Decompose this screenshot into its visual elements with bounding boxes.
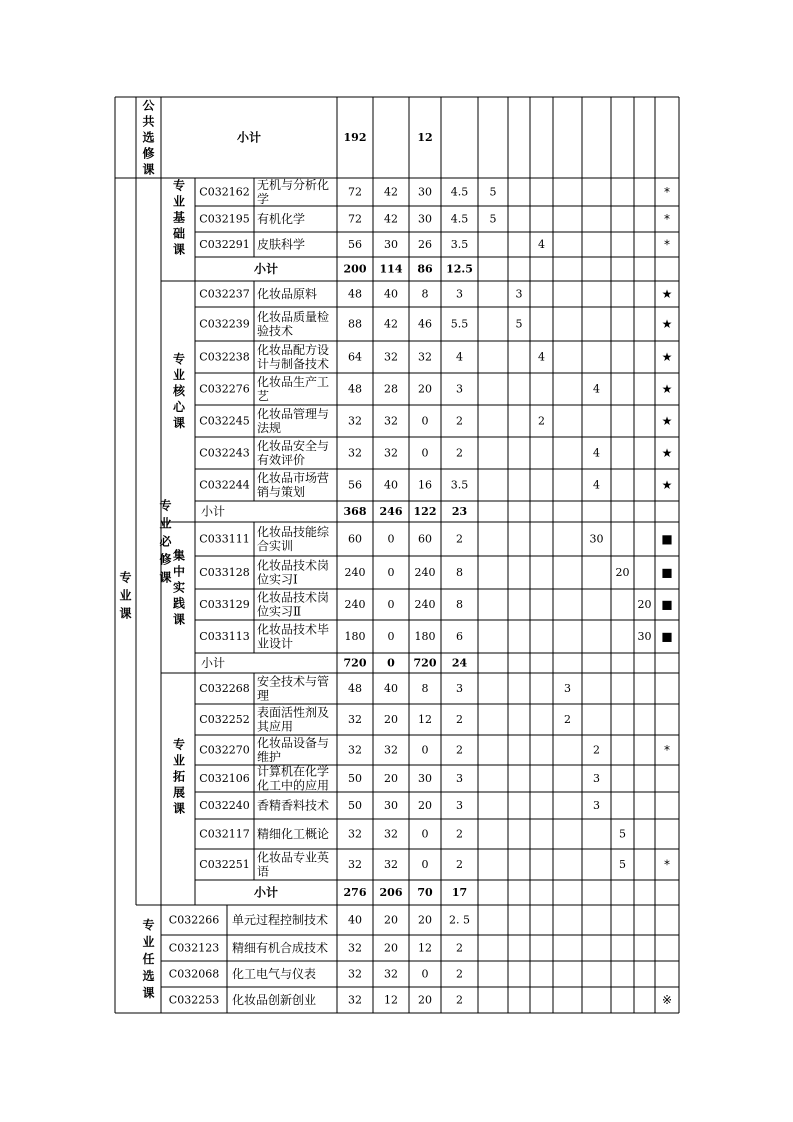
semester-hours: 5 — [489, 185, 497, 199]
semester-hours: 20 — [615, 566, 630, 579]
total-hours: 180 — [344, 630, 366, 643]
total-hours: 32 — [348, 713, 362, 726]
course-code: C032253 — [168, 993, 220, 1007]
group-label: 专 — [172, 737, 186, 752]
practice-hours: 32 — [418, 350, 432, 364]
elective-label: 专 — [142, 918, 155, 932]
credits: 8 — [456, 566, 463, 579]
course-mark: ★ — [661, 350, 673, 364]
subtotal-label: 小计 — [236, 130, 262, 145]
total-hours: 32 — [348, 858, 362, 871]
group-label: 展 — [172, 785, 186, 800]
course-code: C032244 — [199, 478, 250, 492]
theory-hours: 32 — [384, 446, 398, 460]
course-code: C032252 — [199, 713, 250, 726]
public-elective-label: 公 — [142, 98, 155, 113]
course-name: 精细有机合成技术 — [232, 941, 329, 955]
course-mark: * — [664, 857, 670, 872]
course-mark: ★ — [661, 382, 673, 396]
subtotal-label: 小计 — [253, 885, 279, 900]
course-mark: ★ — [661, 317, 673, 331]
course-name: 理 — [257, 688, 270, 703]
public-elective-label: 课 — [142, 162, 155, 177]
credits: 2 — [456, 941, 463, 955]
professional-label: 专 — [119, 570, 132, 585]
credits: 2 — [456, 743, 463, 757]
course-code: C032251 — [199, 858, 250, 871]
credits: 3 — [456, 287, 463, 301]
theory-hours: 12 — [384, 993, 398, 1007]
total-hours: 48 — [348, 682, 362, 695]
course-name: 有效评价 — [257, 453, 306, 467]
total-hours: 48 — [348, 287, 362, 301]
credits: 2 — [456, 993, 463, 1007]
group-label: 拓 — [172, 769, 186, 784]
semester-hours: 5 — [619, 827, 626, 841]
course-code: C032243 — [199, 446, 250, 460]
theory-hours: 20 — [384, 941, 398, 955]
practice-hours: 240 — [414, 598, 436, 611]
required-label: 必 — [159, 534, 172, 549]
total-hours: 32 — [348, 967, 362, 981]
credits: 3.5 — [450, 478, 469, 492]
subtotal-credits: 17 — [451, 886, 468, 899]
subtotal-credits: 24 — [451, 656, 468, 670]
semester-hours: 4 — [593, 478, 600, 492]
practice-hours: 26 — [418, 238, 432, 251]
practice-hours: 0 — [421, 446, 429, 460]
course-mark: ★ — [661, 478, 673, 492]
course-mark: ■ — [661, 532, 673, 546]
subtotal-credits: 12.5 — [446, 262, 473, 276]
professional-label: 业 — [119, 588, 132, 603]
elective-label: 任 — [142, 952, 155, 966]
course-code: C032238 — [199, 350, 250, 364]
course-name: 皮肤科学 — [257, 237, 306, 252]
course-name: 化妆品配方设 — [257, 343, 330, 357]
theory-hours: 42 — [384, 317, 398, 331]
credits: 6 — [456, 630, 463, 643]
practice-hours: 46 — [418, 317, 432, 331]
credits: 3 — [456, 799, 463, 812]
subtotal-practice: 70 — [417, 886, 433, 899]
semester-hours: 2 — [564, 713, 571, 726]
course-name: 化妆品管理与 — [257, 407, 330, 421]
course-name: 语 — [257, 864, 270, 879]
course-name: 化妆品市场营 — [257, 471, 330, 485]
total-hours: 60 — [348, 532, 362, 546]
subtotal-theory: 246 — [379, 505, 403, 518]
theory-hours: 0 — [387, 532, 395, 546]
credits: 2 — [456, 713, 463, 726]
practice-hours: 16 — [418, 478, 432, 492]
credits: 2 — [456, 858, 463, 871]
course-mark: * — [664, 185, 670, 199]
course-name: 精细化工概论 — [257, 827, 330, 841]
semester-hours: 4 — [538, 238, 545, 251]
semester-hours: 2 — [593, 743, 600, 757]
group-label: 课 — [172, 801, 186, 816]
semester-hours: 3 — [564, 682, 571, 695]
course-name: 化妆品设备与 — [257, 736, 330, 750]
course-name: 艺 — [257, 389, 270, 403]
course-name: 表面活性剂及 — [257, 705, 330, 720]
practice-hours: 240 — [414, 566, 436, 579]
subtotal-credits: 23 — [451, 505, 468, 518]
total-hours: 240 — [344, 598, 366, 611]
course-code: C033128 — [199, 566, 250, 579]
total-hours: 56 — [348, 478, 362, 492]
subtotal-practice: 720 — [413, 656, 437, 670]
course-mark: ■ — [661, 565, 673, 580]
group-label: 专 — [172, 178, 186, 193]
practice-hours: 30 — [418, 212, 432, 226]
theory-hours: 28 — [384, 382, 398, 396]
credits: 4.5 — [450, 185, 469, 199]
course-code: C032068 — [168, 967, 220, 981]
course-code: C032239 — [199, 317, 250, 331]
course-code: C032123 — [168, 941, 220, 955]
group-label: 课 — [172, 416, 186, 430]
course-name: 香精香料技术 — [257, 798, 330, 813]
subtotal-total: 276 — [343, 886, 367, 899]
group-label: 中 — [172, 564, 186, 579]
group-label: 核 — [172, 384, 186, 398]
course-mark: ★ — [661, 287, 673, 301]
credits: 2 — [456, 414, 463, 428]
course-mark: ※ — [661, 993, 673, 1007]
course-name: 位实习Ⅰ — [257, 572, 298, 587]
group-label: 心 — [172, 400, 186, 414]
course-code: C032237 — [199, 287, 250, 301]
course-name: 计与制备技术 — [257, 357, 330, 371]
credits: 3 — [456, 772, 463, 785]
practice-hours: 20 — [418, 993, 432, 1007]
course-name: 计算机在化学 — [257, 764, 330, 779]
credits: 2 — [456, 967, 463, 981]
subtotal-practice: 122 — [413, 505, 437, 518]
credits: 3.5 — [450, 238, 469, 251]
subtotal-theory: 114 — [379, 262, 403, 276]
total-hours: 72 — [348, 212, 362, 226]
semester-hours: 5 — [619, 858, 626, 871]
course-name: 其应用 — [257, 719, 294, 734]
subtotal-label: 小计 — [253, 262, 279, 276]
semester-hours: 4 — [593, 382, 600, 396]
required-label: 专 — [159, 498, 172, 513]
semester-hours: 5 — [489, 212, 497, 226]
practice-hours: 60 — [418, 532, 432, 546]
total-hours: 32 — [348, 446, 362, 460]
practice-hours: 0 — [421, 827, 429, 841]
course-name: 化妆品技术毕 — [257, 622, 330, 637]
practice-hours: 8 — [421, 682, 429, 695]
course-code: C033113 — [199, 630, 250, 643]
course-name: 学 — [257, 192, 270, 206]
semester-hours: 2 — [538, 414, 545, 428]
semester-hours: 3 — [593, 799, 600, 812]
course-name: 位实习Ⅱ — [257, 604, 302, 619]
course-name: 销与策划 — [257, 485, 306, 499]
credits: 4 — [456, 350, 463, 364]
course-name: 化妆品创新创业 — [232, 993, 317, 1007]
group-label: 础 — [172, 226, 186, 241]
group-label: 践 — [172, 596, 186, 611]
total-hours: 32 — [348, 993, 362, 1007]
theory-hours: 32 — [384, 414, 398, 428]
course-code: C032276 — [199, 382, 250, 396]
theory-hours: 20 — [384, 713, 398, 726]
total-hours: 50 — [348, 799, 362, 812]
theory-hours: 32 — [384, 350, 398, 364]
course-name: 化妆品原料 — [257, 287, 318, 301]
group-label: 业 — [172, 753, 186, 768]
subtotal-total: 720 — [343, 656, 367, 670]
credits: 2. 5 — [449, 913, 470, 927]
course-code: C032245 — [199, 414, 250, 428]
course-mark: ★ — [661, 414, 673, 428]
total-hours: 50 — [348, 772, 362, 785]
course-name: 业设计 — [257, 636, 294, 651]
theory-hours: 42 — [384, 185, 398, 199]
total-hours: 48 — [348, 382, 362, 396]
subtotal-theory: 206 — [379, 886, 403, 899]
theory-hours: 0 — [387, 566, 395, 579]
semester-hours: 3 — [593, 772, 600, 785]
semester-hours: 30 — [637, 630, 652, 643]
course-name: 法规 — [257, 421, 282, 435]
course-name: 化妆品技术岗 — [257, 558, 330, 573]
course-code: C032162 — [199, 185, 250, 199]
course-name: 单元过程控制技术 — [232, 913, 329, 927]
course-code: C032268 — [199, 682, 250, 695]
practice-hours: 12 — [418, 713, 432, 726]
practice-hours: 180 — [414, 630, 436, 643]
course-mark: * — [664, 237, 670, 252]
course-name: 化工中的应用 — [257, 778, 330, 793]
group-label: 业 — [172, 194, 186, 209]
course-name: 维护 — [257, 750, 282, 764]
course-code: C032266 — [168, 913, 220, 927]
practice-hours: 30 — [418, 185, 432, 199]
theory-hours: 40 — [384, 478, 398, 492]
course-code: C033129 — [199, 598, 250, 611]
total-hours: 32 — [348, 414, 362, 428]
group-label: 业 — [172, 368, 186, 382]
course-mark: * — [664, 212, 670, 226]
credits: 4.5 — [450, 212, 469, 226]
theory-hours: 20 — [384, 772, 398, 785]
elective-label: 课 — [142, 986, 155, 1000]
course-name: 化妆品安全与 — [257, 439, 330, 453]
total-hours: 40 — [348, 913, 362, 927]
subtotal-credits: 12 — [417, 131, 433, 144]
public-elective-label: 修 — [142, 146, 155, 161]
course-code: C032270 — [199, 743, 250, 757]
semester-hours: 5 — [515, 317, 523, 331]
theory-hours: 32 — [384, 967, 398, 981]
theory-hours: 0 — [387, 630, 395, 643]
group-label: 实 — [172, 580, 186, 595]
course-code: C032117 — [199, 827, 250, 841]
subtotal-total: 368 — [343, 505, 367, 518]
subtotal-practice: 86 — [417, 262, 433, 276]
course-name: 有机化学 — [257, 212, 306, 226]
credits: 3 — [456, 382, 463, 396]
theory-hours: 20 — [384, 913, 398, 927]
group-label: 课 — [172, 612, 186, 627]
credits: 2 — [456, 446, 463, 460]
credits: 5.5 — [450, 317, 469, 331]
theory-hours: 32 — [384, 743, 398, 757]
course-name: 无机与分析化 — [257, 178, 330, 192]
course-code: C032291 — [199, 238, 250, 251]
theory-hours: 40 — [384, 287, 398, 301]
course-code: C033111 — [199, 532, 250, 546]
group-label: 集 — [172, 548, 186, 563]
total-hours: 32 — [348, 743, 362, 757]
course-name: 化妆品技能综 — [257, 525, 330, 539]
practice-hours: 8 — [421, 287, 429, 301]
theory-hours: 30 — [384, 799, 398, 812]
course-name: 化妆品技术岗 — [257, 590, 330, 605]
theory-hours: 0 — [387, 598, 395, 611]
total-hours: 88 — [348, 317, 362, 331]
course-name: 化工电气与仪表 — [232, 967, 317, 981]
course-code: C032240 — [199, 799, 250, 812]
semester-hours: 3 — [515, 287, 523, 301]
theory-hours: 32 — [384, 858, 398, 871]
course-mark: ■ — [661, 597, 673, 612]
course-name: 化妆品生产工 — [257, 375, 330, 389]
theory-hours: 30 — [384, 238, 398, 251]
course-name: 合实训 — [257, 539, 294, 553]
group-label: 课 — [172, 242, 186, 257]
total-hours: 32 — [348, 941, 362, 955]
course-code: C032106 — [199, 772, 250, 785]
practice-hours: 20 — [418, 799, 432, 812]
practice-hours: 0 — [421, 414, 429, 428]
total-hours: 32 — [348, 827, 362, 841]
credits: 2 — [456, 532, 463, 546]
credits: 2 — [456, 827, 463, 841]
elective-label: 选 — [142, 969, 155, 983]
semester-hours: 20 — [637, 598, 652, 611]
course-mark: ★ — [661, 446, 673, 460]
course-mark: ■ — [661, 629, 673, 644]
public-elective-label: 共 — [142, 114, 155, 129]
practice-hours: 12 — [418, 941, 432, 955]
practice-hours: 20 — [418, 913, 432, 927]
course-code: C032195 — [199, 212, 250, 226]
course-name: 安全技术与管 — [257, 674, 330, 689]
subtotal-total: 200 — [343, 262, 367, 276]
public-elective-label: 选 — [142, 130, 155, 145]
course-mark: * — [664, 743, 670, 757]
group-label: 专 — [172, 352, 186, 366]
course-name: 化妆品质量检 — [257, 310, 330, 324]
credits: 8 — [456, 598, 463, 611]
subtotal-total: 192 — [343, 131, 367, 144]
subtotal-theory: 0 — [387, 656, 395, 670]
total-hours: 64 — [348, 350, 362, 364]
theory-hours: 42 — [384, 212, 398, 226]
required-label: 业 — [159, 516, 172, 531]
semester-hours: 4 — [538, 350, 545, 364]
elective-label: 业 — [142, 935, 155, 949]
course-name: 验技术 — [257, 324, 294, 338]
theory-hours: 32 — [384, 827, 398, 841]
practice-hours: 0 — [421, 743, 429, 757]
total-hours: 72 — [348, 185, 362, 199]
credits: 3 — [456, 682, 463, 695]
semester-hours: 4 — [593, 446, 600, 460]
theory-hours: 40 — [384, 682, 398, 695]
total-hours: 56 — [348, 238, 362, 251]
semester-hours: 30 — [589, 532, 604, 546]
subtotal-label: 小计 — [201, 504, 226, 519]
practice-hours: 0 — [421, 967, 429, 981]
course-name: 化妆品专业英 — [257, 850, 330, 865]
required-label: 修 — [159, 552, 172, 567]
required-label: 课 — [159, 570, 172, 585]
practice-hours: 30 — [418, 772, 432, 785]
subtotal-label: 小计 — [201, 656, 226, 670]
professional-label: 课 — [119, 606, 132, 621]
group-label: 基 — [172, 210, 186, 225]
total-hours: 240 — [344, 566, 366, 579]
practice-hours: 0 — [421, 858, 429, 871]
practice-hours: 20 — [418, 382, 432, 396]
